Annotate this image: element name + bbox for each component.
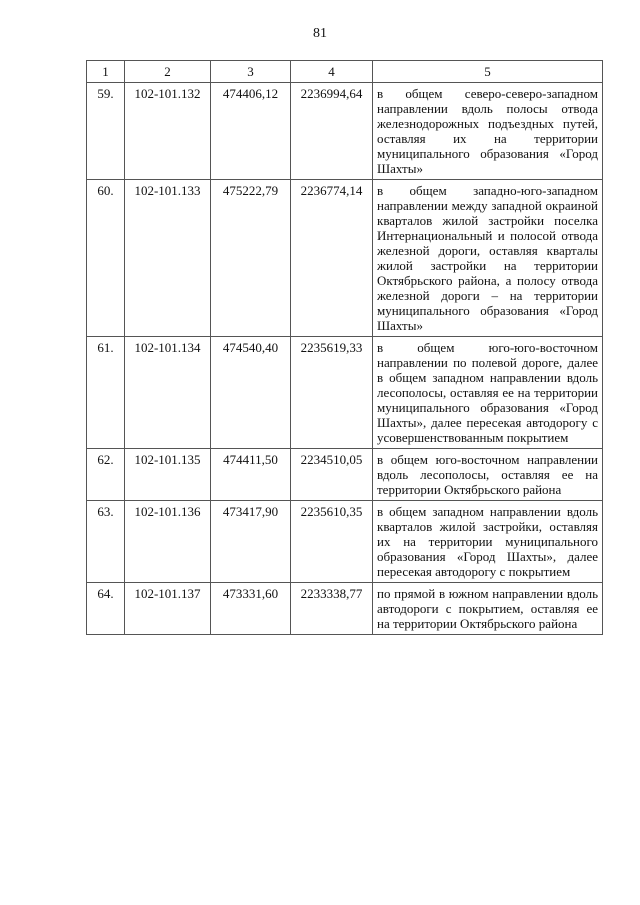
coordinate-x: 475222,79 bbox=[211, 180, 291, 337]
coordinate-y: 2236994,64 bbox=[291, 83, 373, 180]
table-row bbox=[87, 501, 603, 583]
row-number: 62. bbox=[87, 449, 125, 501]
coordinate-y: 2235610,35 bbox=[291, 501, 373, 583]
coordinate-y: 2234510,05 bbox=[291, 449, 373, 501]
point-code: 102-101.137 bbox=[125, 583, 211, 635]
table-row bbox=[87, 583, 603, 635]
point-code: 102-101.134 bbox=[125, 337, 211, 449]
boundary-description: в общем юго-восточном направлении вдоль лесополосы, оставляя ее на территории Октябрьского района bbox=[373, 449, 603, 501]
row-number: 59. bbox=[87, 83, 125, 180]
coordinate-y: 2235619,33 bbox=[291, 337, 373, 449]
row-number: 60. bbox=[87, 180, 125, 337]
column-header-5: 5 bbox=[373, 61, 603, 83]
column-header-2: 2 bbox=[125, 61, 211, 83]
coordinate-x: 474540,40 bbox=[211, 337, 291, 449]
boundary-description: в общем северо-северо-западном направлении вдоль полосы отвода железнодорожных подъездных путей, оставляя их на территории муниципального образования «Город Шахты» bbox=[373, 83, 603, 180]
coordinate-y: 2236774,14 bbox=[291, 180, 373, 337]
point-code: 102-101.133 bbox=[125, 180, 211, 337]
row-number: 61. bbox=[87, 337, 125, 449]
page-number: 81 bbox=[313, 26, 327, 41]
coordinate-x: 473331,60 bbox=[211, 583, 291, 635]
column-header-4: 4 bbox=[291, 61, 373, 83]
point-code: 102-101.136 bbox=[125, 501, 211, 583]
table-row bbox=[87, 180, 603, 337]
coordinate-x: 474411,50 bbox=[211, 449, 291, 501]
table-header-row bbox=[87, 61, 603, 83]
boundary-table bbox=[86, 60, 603, 635]
boundary-description: по прямой в южном направлении вдоль автодороги с покрытием, оставляя ее на территории Октябрьского района bbox=[373, 583, 603, 635]
point-code: 102-101.132 bbox=[125, 83, 211, 180]
boundary-description: в общем западном направлении вдоль кварталов жилой застройки, оставляя их на территории муниципального образования «Город Шахты», далее пересекая автодорогу с покрытием bbox=[373, 501, 603, 583]
point-code: 102-101.135 bbox=[125, 449, 211, 501]
coordinate-x: 474406,12 bbox=[211, 83, 291, 180]
boundary-description: в общем западно-юго-западном направлении между западной окраиной кварталов жилой застройки поселка Интернациональный и полосой отвода железной дороги, оставляя кварталы жилой застройки на территории Октябрьского района, а полосу отвода железной дороги – на территории муниципального образования «Город Шахты» bbox=[373, 180, 603, 337]
table-row bbox=[87, 337, 603, 449]
column-header-1: 1 bbox=[87, 61, 125, 83]
coordinate-x: 473417,90 bbox=[211, 501, 291, 583]
table-row bbox=[87, 449, 603, 501]
table-row bbox=[87, 83, 603, 180]
row-number: 64. bbox=[87, 583, 125, 635]
row-number: 63. bbox=[87, 501, 125, 583]
coordinate-y: 2233338,77 bbox=[291, 583, 373, 635]
boundary-description: в общем юго-юго-восточном направлении по полевой дороге, далее в общем западном направлении вдоль лесополосы, оставляя ее на территории муниципального образования «Город Шахты», далее пересекая автодорогу с усовершенствованным покрытием bbox=[373, 337, 603, 449]
column-header-3: 3 bbox=[211, 61, 291, 83]
